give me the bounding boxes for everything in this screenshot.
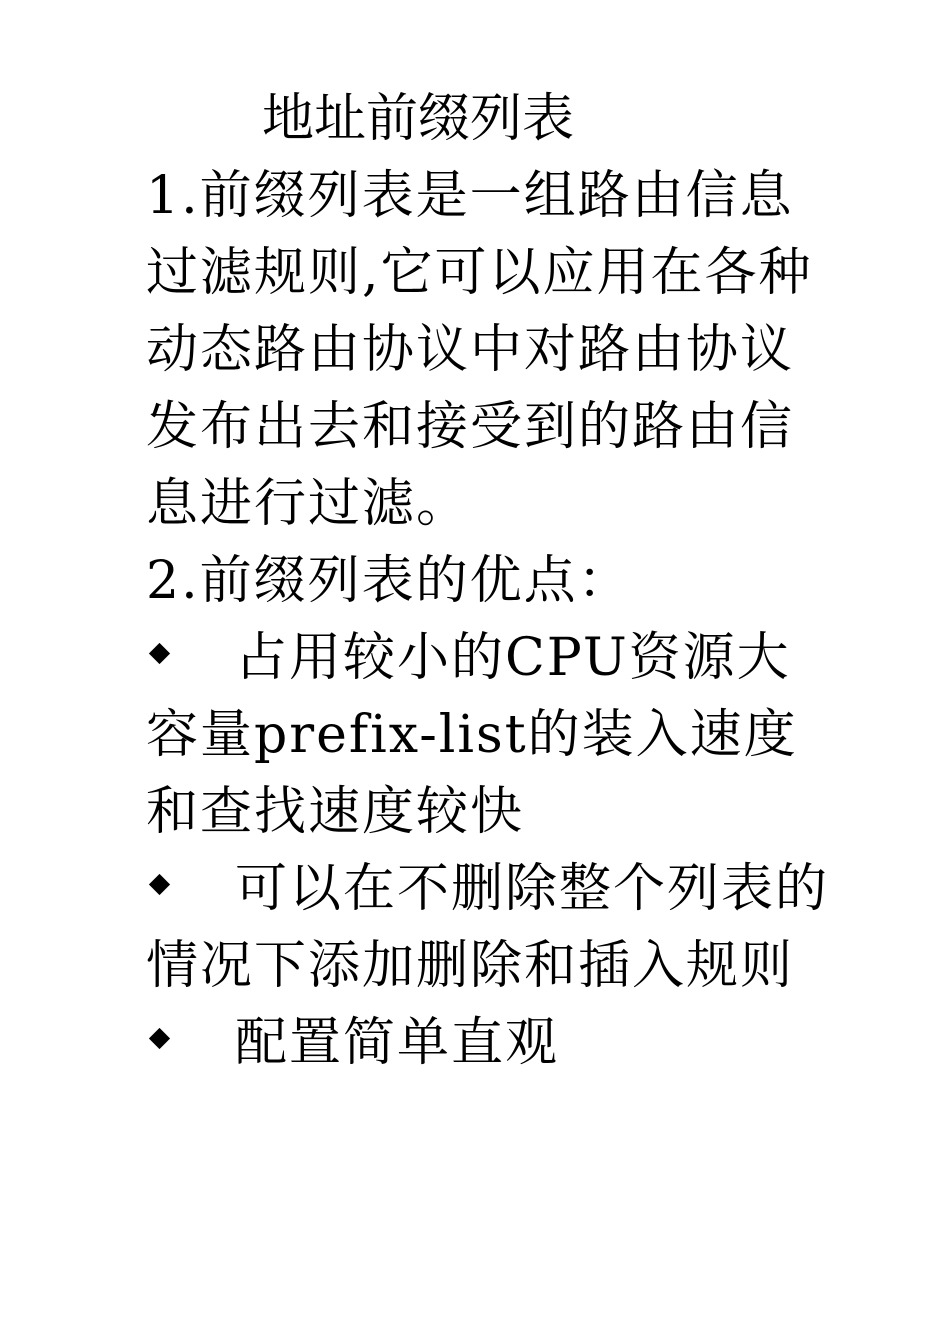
diamond-bullet-icon bbox=[149, 1028, 170, 1049]
bullet-text: 占用较小的CPU资源大容量prefix-list的装入速度和查找速度较快 bbox=[146, 628, 798, 842]
bullet-item bbox=[146, 620, 836, 851]
document-body bbox=[146, 158, 836, 1082]
document-title: 地址前缀列表 bbox=[262, 89, 575, 149]
bullet-text: 可以在不删除整个列表的情况下添加删除和插入规则 bbox=[146, 859, 830, 996]
diamond-bullet-icon bbox=[149, 643, 170, 664]
diamond-bullet-icon bbox=[149, 874, 170, 895]
paragraph-advantages-heading: 2.前缀列表的优点： bbox=[146, 551, 632, 611]
bullet-text: 配置简单直观 bbox=[235, 1013, 560, 1073]
bullet-item bbox=[146, 851, 836, 1005]
bullet-item bbox=[146, 1005, 836, 1082]
paragraph-definition: 1.前缀列表是一组路由信息过滤规则,它可以应用在各种动态路由协议中对路由协议发布出去和接受到的路由信息进行过滤。 bbox=[146, 166, 813, 534]
